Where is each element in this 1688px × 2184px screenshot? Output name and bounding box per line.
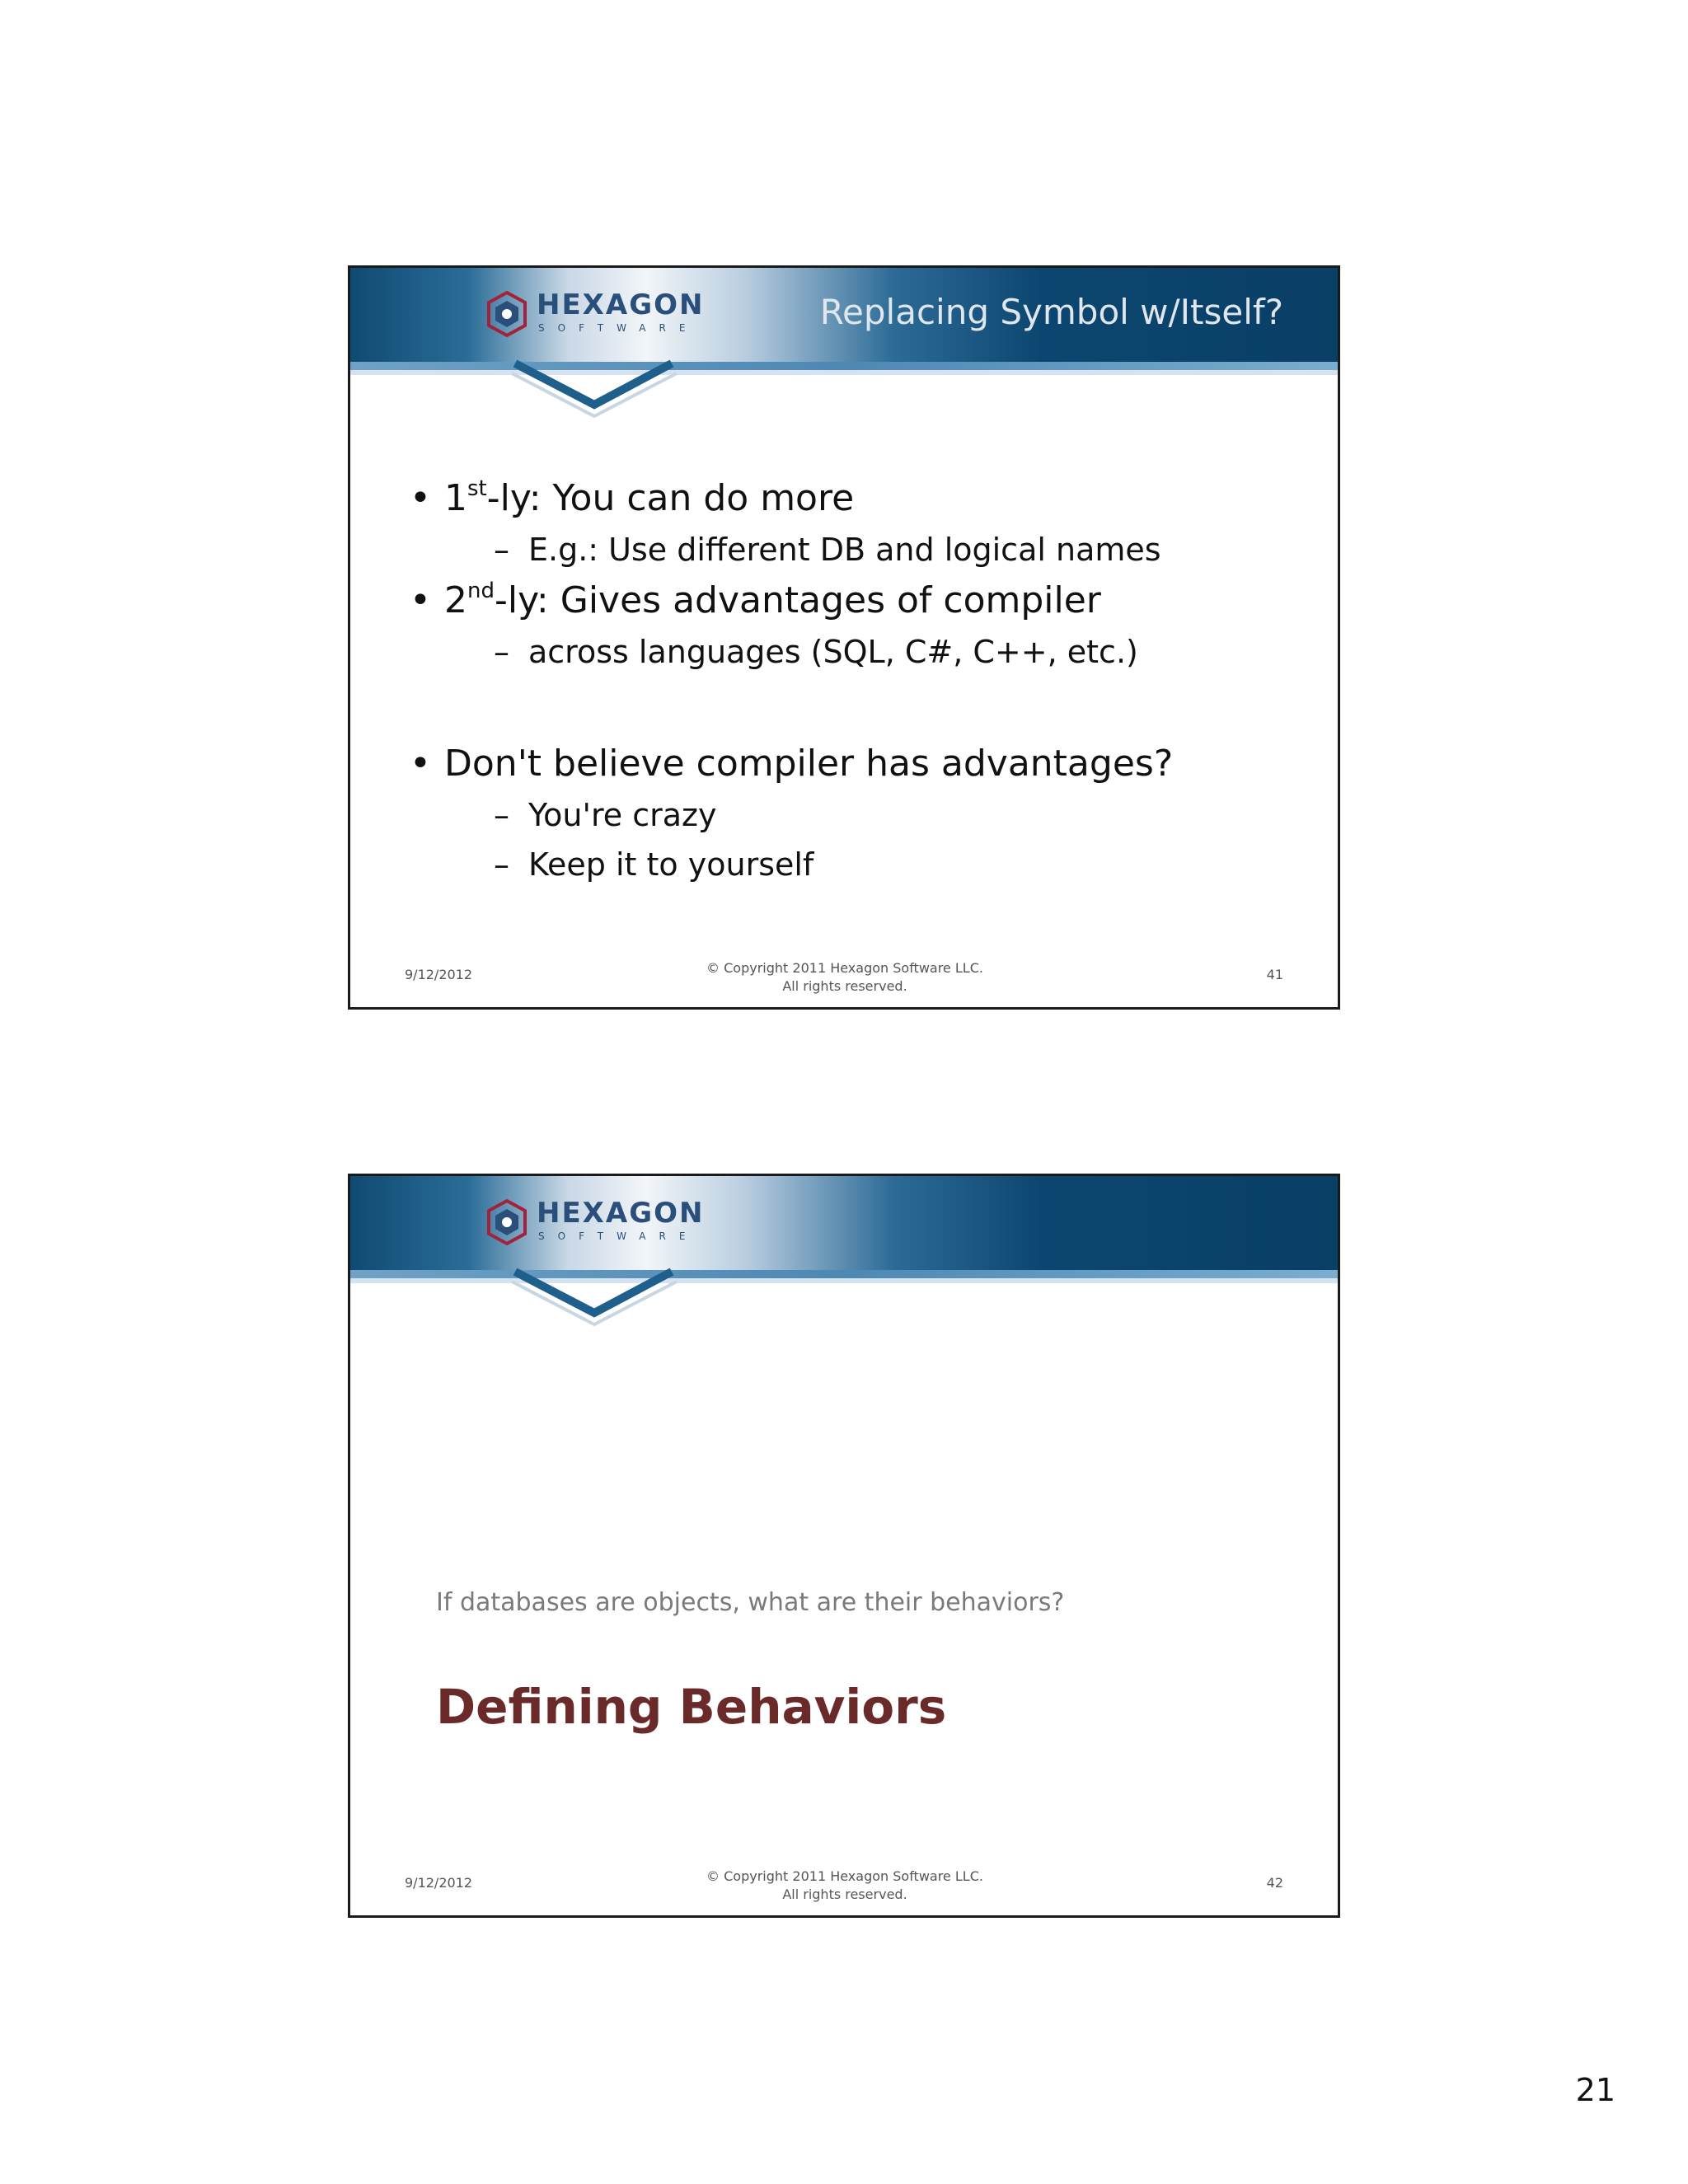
sub-bullet-text: E.g.: Use different DB and logical names [528,532,1161,568]
sub-bullet-text: Keep it to yourself [528,846,814,883]
copyright-line-1: © Copyright 2011 Hexagon Software LLC. [706,960,983,976]
bullet-superscript: nd [467,579,495,603]
footer-date: 9/12/2012 [405,967,473,982]
hexagon-logo-icon [482,1197,532,1247]
slide-41 [348,265,1340,1010]
copyright-line-1: © Copyright 2011 Hexagon Software LLC. [706,1868,983,1884]
logo-wordmark: HEXAGON [537,288,705,321]
logo-tagline: SOFTWARE [538,1230,699,1242]
bullet-prefix: 1 [444,477,467,519]
dash-icon: – [494,846,509,883]
slide-42 [348,1174,1340,1918]
sub-bullet-item [406,525,1296,574]
slide-title: Replacing Symbol w/Itself? [819,292,1283,332]
section-title: Defining Behaviors [436,1679,947,1735]
slide-number: 42 [1266,1875,1283,1891]
section-subtitle: If databases are objects, what are their behaviors? [436,1588,1065,1617]
page-number: 21 [1575,2072,1615,2108]
dash-icon: – [494,634,509,670]
footer-copyright [663,1868,1026,1904]
bullet-dot-icon: • [410,743,431,785]
bullet-superscript: st [467,476,487,501]
bullet-item [406,472,1296,525]
bullet-prefix: 2 [444,579,467,621]
footer-copyright [663,959,1026,996]
bullet-item [406,574,1296,627]
copyright-line-2: All rights reserved. [782,1886,907,1902]
sub-bullet-item [406,790,1296,840]
bullet-gap [406,677,1296,738]
copyright-line-2: All rights reserved. [782,978,907,994]
bullet-item [406,738,1296,790]
sub-bullet-item [406,627,1296,677]
slide-number: 41 [1266,967,1283,982]
dash-icon: – [494,797,509,833]
dash-icon: – [494,532,509,568]
logo-tagline: SOFTWARE [538,322,699,334]
bullet-dot-icon: • [410,477,431,519]
logo-wordmark: HEXAGON [537,1197,705,1230]
bullet-text: -ly: You can do more [486,477,855,519]
hexagon-logo [482,289,705,339]
sub-bullet-item [406,840,1296,889]
bullet-text: Don't believe compiler has advantages? [444,743,1174,785]
bullet-text: -ly: Gives advantages of compiler [494,579,1101,621]
footer-date: 9/12/2012 [405,1875,473,1891]
bullet-dot-icon: • [410,579,431,621]
bullet-list [406,472,1296,889]
hexagon-logo-icon [482,289,532,339]
sub-bullet-text: You're crazy [528,797,717,833]
sub-bullet-text: across languages (SQL, C#, C++, etc.) [528,634,1138,670]
hexagon-logo [482,1197,705,1247]
